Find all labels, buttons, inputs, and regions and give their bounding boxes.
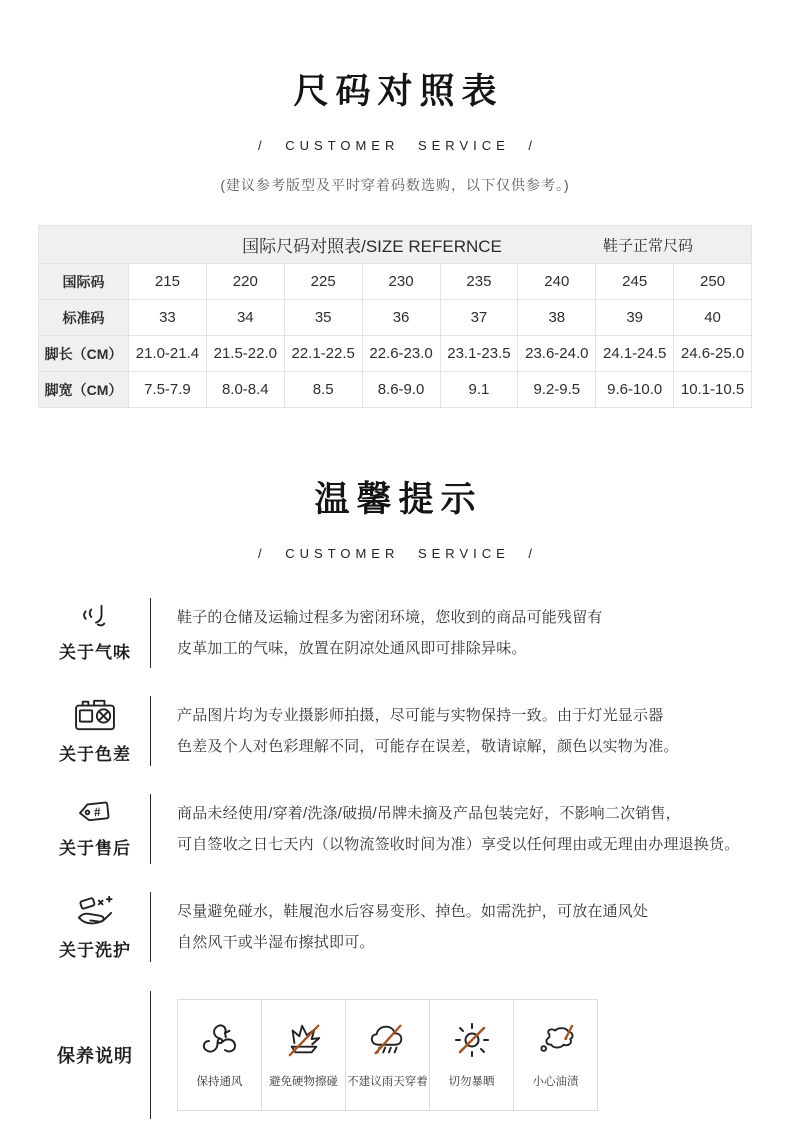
tip-text (151, 595, 765, 671)
tip-label: 关于气味 (59, 643, 131, 662)
tip-label: 关于售后 (59, 839, 131, 858)
tip-line: 鞋子的仓储及运输过程多为密闭环境，您收到的商品可能残留有 (177, 609, 603, 626)
tip-row-aftersale (40, 791, 765, 867)
camera-icon (73, 697, 117, 733)
table-cell: 225 (284, 264, 362, 300)
care-box-label: 保持通风 (196, 1076, 243, 1088)
care-box-oil-stain (513, 999, 598, 1111)
size-chart-table (38, 225, 752, 408)
tip-row-smell (40, 595, 765, 671)
tip-left-color (40, 693, 150, 769)
tip-left-smell (40, 595, 150, 671)
tip-line: 产品图片均为专业摄影师拍摄，尽可能与实物保持一致。由于灯光显示器 (177, 707, 664, 724)
table-cell: 24.6-25.0 (674, 336, 752, 372)
table-cell: 40 (674, 300, 752, 336)
tip-text (151, 889, 765, 965)
table-cell: 9.2-9.5 (518, 372, 596, 408)
tip-row-wash (40, 889, 765, 965)
table-cell: 35 (284, 300, 362, 336)
tip-row-color (40, 693, 765, 769)
table-cell: 24.1-24.5 (596, 336, 674, 372)
tip-line: 自然风干或半湿布擦拭即可。 (177, 934, 375, 951)
care-box-no-sun (429, 999, 514, 1111)
table-cell: 9.1 (440, 372, 518, 408)
table-cell: 240 (518, 264, 596, 300)
smell-icon (76, 603, 114, 631)
no-sun-icon (452, 1020, 492, 1060)
care-instructions-row (40, 991, 765, 1119)
table-cell: 230 (362, 264, 440, 300)
care-box-label: 小心油渍 (532, 1076, 579, 1088)
care-box-no-rain (345, 999, 430, 1111)
table-cell: 9.6-10.0 (596, 372, 674, 408)
tip-left-wash (40, 889, 150, 965)
tip-line: 尽量避免碰水，鞋履泡水后容易变形、掉色。如需洗护，可放在通风处 (177, 903, 649, 920)
tips-section-title: 温馨提示 (314, 480, 483, 519)
care-boxes (177, 999, 598, 1111)
care-box-label: 避免硬物擦碰 (269, 1076, 338, 1088)
table-cell: 8.0-8.4 (206, 372, 284, 408)
tip-label: 关于色差 (59, 745, 131, 764)
table-cell: 250 (674, 264, 752, 300)
table-row-international (39, 264, 752, 300)
oil-stain-icon (534, 1023, 578, 1057)
table-header-title: 国际尺码对照表/SIZE REFERNCE (242, 237, 502, 256)
tip-text (151, 693, 765, 769)
table-cell: 215 (129, 264, 207, 300)
tag-icon (76, 799, 114, 827)
size-section-note: (建议参考版型及平时穿着码数选购，以下仅供参考。) (220, 177, 570, 193)
row-label: 国际码 (39, 264, 129, 300)
table-cell: 22.1-22.5 (284, 336, 362, 372)
table-cell: 220 (206, 264, 284, 300)
tip-line: 商品未经使用/穿着/洗涤/破损/吊牌未摘及产品包装完好，不影响二次销售， (177, 805, 681, 822)
no-rain-icon (367, 1021, 409, 1059)
wash-icon (73, 893, 117, 929)
table-cell: 38 (518, 300, 596, 336)
table-header-cell (39, 226, 752, 264)
table-cell: 21.5-22.0 (206, 336, 284, 372)
table-cell: 235 (440, 264, 518, 300)
table-cell: 8.5 (284, 372, 362, 408)
care-box-ventilation (177, 999, 262, 1111)
table-cell: 23.1-23.5 (440, 336, 518, 372)
row-label: 标准码 (39, 300, 129, 336)
table-row-foot-width (39, 372, 752, 408)
table-cell: 36 (362, 300, 440, 336)
tip-line: 色差及个人对色彩理解不同，可能存在误差，敬请谅解，颜色以实物为准。 (177, 738, 679, 755)
table-header-right-label: 鞋子正常尺码 (602, 237, 693, 254)
tip-line: 皮革加工的气味，放置在阴凉处通风即可排除异味。 (177, 640, 527, 657)
tip-text (151, 791, 765, 867)
table-cell: 39 (596, 300, 674, 336)
fan-icon (200, 1020, 240, 1060)
table-cell: 8.6-9.0 (362, 372, 440, 408)
row-label: 脚长（CM） (39, 336, 129, 372)
table-row-foot-length (39, 336, 752, 372)
tips-section-subtitle: / CUSTOMER SERVICE / (257, 546, 538, 561)
svg-text:#: # (93, 804, 102, 820)
tip-label: 关于洗护 (59, 941, 131, 960)
size-section-title: 尺码对照表 (293, 72, 504, 111)
tip-line: 可自签收之日七天内（以物流签收时间为准）享受以任何理由或无理由办理退换货。 (177, 836, 740, 853)
care-left (40, 1042, 150, 1068)
table-cell: 10.1-10.5 (674, 372, 752, 408)
care-box-no-scratch (261, 999, 346, 1111)
table-cell: 34 (206, 300, 284, 336)
tip-left-aftersale (40, 791, 150, 867)
divider (150, 991, 151, 1119)
table-row-standard (39, 300, 752, 336)
table-cell: 33 (129, 300, 207, 336)
table-cell: 7.5-7.9 (129, 372, 207, 408)
table-cell: 245 (596, 264, 674, 300)
care-box-label: 切勿暴晒 (448, 1076, 495, 1088)
no-scratch-icon (283, 1021, 325, 1059)
table-header-row (39, 226, 752, 264)
tips-list (40, 595, 765, 965)
table-cell: 37 (440, 300, 518, 336)
care-box-label: 不建议雨天穿着 (347, 1076, 428, 1088)
care-label: 保养说明 (57, 1046, 133, 1066)
table-cell: 22.6-23.0 (362, 336, 440, 372)
row-label: 脚宽（CM） (39, 372, 129, 408)
table-cell: 21.0-21.4 (129, 336, 207, 372)
table-cell: 23.6-24.0 (518, 336, 596, 372)
size-section-subtitle: / CUSTOMER SERVICE / (257, 138, 538, 153)
